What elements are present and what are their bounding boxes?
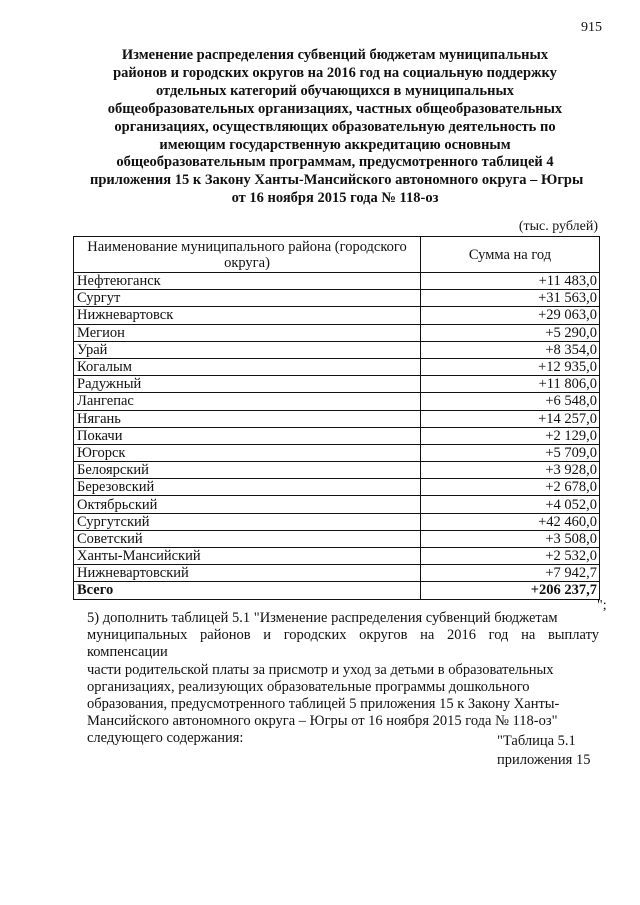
table-row xyxy=(74,462,600,479)
table-closing-quote: "; xyxy=(597,598,607,613)
amount: +31 563,0 xyxy=(421,290,600,307)
municipality-name: Белоярский xyxy=(74,462,421,479)
amount: +7 942,7 xyxy=(421,565,600,582)
table-row xyxy=(74,341,600,358)
title-line: Изменение распределения субвенций бюджетам муниципальных xyxy=(121,47,549,63)
title-line: общеобразовательных организациях, частных общеобразовательных xyxy=(107,100,563,117)
table-row xyxy=(74,496,600,513)
municipality-name: Нефтеюганск xyxy=(74,273,421,290)
municipality-name: Нижневартовский xyxy=(74,565,421,582)
paragraph-line: части родительской платы за присмотр и уход за детьми в образовательных xyxy=(87,661,554,678)
amount: +8 354,0 xyxy=(421,341,600,358)
table-row xyxy=(74,307,600,324)
municipality-name: Советский xyxy=(74,530,421,547)
amount: +3 928,0 xyxy=(421,462,600,479)
amount: +14 257,0 xyxy=(421,410,600,427)
amount: +6 548,0 xyxy=(421,393,600,410)
title-line: общеобразовательным программам, предусмотренного таблицей 4 xyxy=(116,154,554,171)
title-line: имеющим государственную аккредитацию основным xyxy=(159,136,511,153)
municipality-name: Ханты-Мансийский xyxy=(74,548,421,565)
municipality-name: Урай xyxy=(74,341,421,358)
table-row xyxy=(74,530,600,547)
amount: +11 483,0 xyxy=(421,273,600,290)
paragraph-line: следующего содержания: xyxy=(87,730,244,747)
total-amount: +206 237,7 xyxy=(421,582,600,599)
caption-line: "Таблица 5.1 xyxy=(497,733,576,749)
table-row xyxy=(74,273,600,290)
table-row xyxy=(74,410,600,427)
title-line: приложения 15 к Закону Ханты-Мансийского автономного округа – Югры xyxy=(90,172,584,189)
paragraph-line: Мансийского автономного округа – Югры от 16 ноября 2015 года № 118-оз" xyxy=(87,713,558,730)
title-line: районов и городских округов на 2016 год на социальную поддержку xyxy=(113,64,557,81)
table-row xyxy=(74,358,600,375)
amount: +42 460,0 xyxy=(421,513,600,530)
amount: +11 806,0 xyxy=(421,376,600,393)
amount: +5 290,0 xyxy=(421,324,600,341)
title-line: отдельных категорий обучающихся в муниципальных xyxy=(155,82,515,99)
table-row xyxy=(74,513,600,530)
paragraph-line: организациях, реализующих образовательные программы дошкольного xyxy=(87,678,530,695)
table-row xyxy=(74,427,600,444)
municipality-name: Нягань xyxy=(74,410,421,427)
municipality-name: Березовский xyxy=(74,479,421,496)
paragraph-line: муниципальных районов и городских округов на 2016 год на выплату компенсации xyxy=(87,627,599,661)
paragraph-line: 5) дополнить таблицей 5.1 "Изменение распределения субвенций бюджетам xyxy=(87,610,558,626)
table-row xyxy=(74,479,600,496)
title-line: от 16 ноября 2015 года № 118-оз xyxy=(231,190,439,207)
amendment-paragraph xyxy=(87,610,599,748)
municipality-name: Октябрьский xyxy=(74,496,421,513)
distribution-table xyxy=(73,236,600,600)
amount: +2 678,0 xyxy=(421,479,600,496)
municipality-name: Когалым xyxy=(74,358,421,375)
table-row xyxy=(74,393,600,410)
amount: +2 129,0 xyxy=(421,427,600,444)
municipality-name: Лангепас xyxy=(74,393,421,410)
municipality-name: Радужный xyxy=(74,376,421,393)
header-sum: Сумма на год xyxy=(421,237,600,273)
table-row xyxy=(74,376,600,393)
municipality-name: Сургутский xyxy=(74,513,421,530)
document-title xyxy=(90,47,584,208)
amount: +5 709,0 xyxy=(421,444,600,461)
amount: +29 063,0 xyxy=(421,307,600,324)
municipality-name: Сургут xyxy=(74,290,421,307)
municipality-name: Мегион xyxy=(74,324,421,341)
table-row xyxy=(74,444,600,461)
municipality-name: Югорск xyxy=(74,444,421,461)
header-municipality: Наименование муниципального района (городского округа) xyxy=(74,237,421,273)
amount: +3 508,0 xyxy=(421,530,600,547)
total-row xyxy=(74,582,600,599)
amount: +12 935,0 xyxy=(421,358,600,375)
amount: +4 052,0 xyxy=(421,496,600,513)
municipality-name: Нижневартовск xyxy=(74,307,421,324)
title-line: организациях, осуществляющих образовательную деятельность по xyxy=(114,118,556,135)
amount: +2 532,0 xyxy=(421,548,600,565)
table-caption xyxy=(497,732,590,770)
table-row xyxy=(74,290,600,307)
caption-line: приложения 15 xyxy=(497,752,591,768)
table-header-row xyxy=(74,237,600,273)
table-row xyxy=(74,324,600,341)
table-row xyxy=(74,565,600,582)
page-number: 915 xyxy=(581,20,602,35)
municipality-name: Покачи xyxy=(74,427,421,444)
total-label: Всего xyxy=(74,582,421,599)
paragraph-line: образования, предусмотренного таблицей 5 приложения 15 к Закону Ханты- xyxy=(87,696,560,713)
units-label: (тыс. рублей) xyxy=(518,219,598,234)
table-row xyxy=(74,548,600,565)
